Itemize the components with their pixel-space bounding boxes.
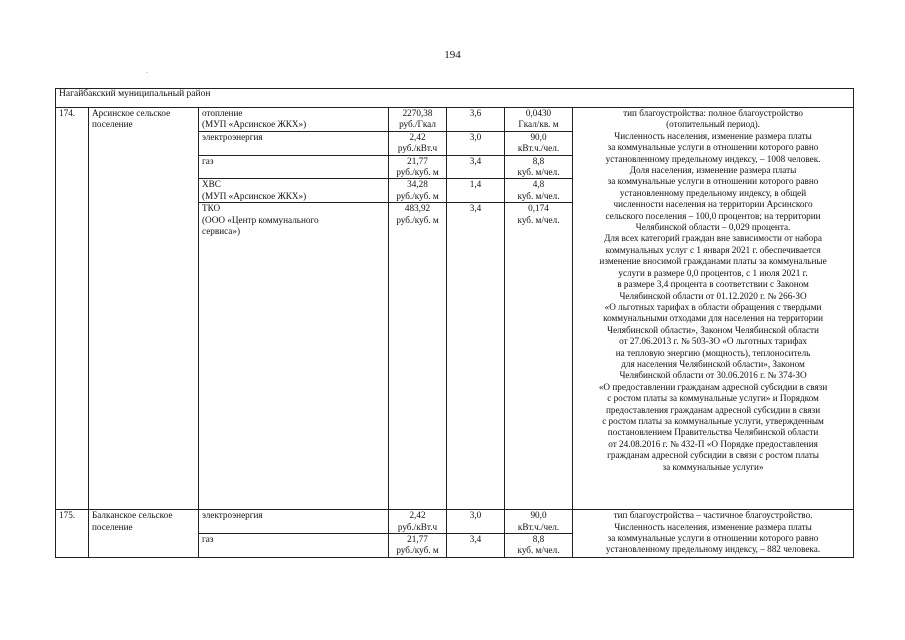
table-row bbox=[56, 108, 854, 132]
index-cell: 1,4 bbox=[447, 179, 505, 203]
index-cell: 3,4 bbox=[447, 534, 505, 558]
norm-cell: 8,8 куб. м/чел. bbox=[505, 155, 573, 179]
norm-cell: 90,0 кВт.ч./чел. bbox=[505, 131, 573, 155]
tariff-cell: 34,28 руб./куб. м bbox=[389, 179, 447, 203]
norm-cell: 8,8 куб. м/чел. bbox=[505, 534, 573, 558]
service-cell: электроэнергия bbox=[199, 510, 389, 534]
settlement-name: Балканское сельское поселение bbox=[89, 510, 199, 558]
service-cell: электроэнергия bbox=[199, 131, 389, 155]
service-cell: ХВС (МУП «Арсинское ЖКХ») bbox=[199, 179, 389, 203]
region-title: Нагайбакский муниципальный район bbox=[56, 89, 854, 108]
tariff-cell: 2,42 руб./кВт.ч bbox=[389, 510, 447, 534]
description-text: тип благоустройства: полное благоустройство (отопительный период). Численность населения, изменение размера платы за коммунальные услуги в отношении которого равно установленному предельному индексу, – 1008 человек. Доля населения, изменение размера платы за коммунальные услуги в отношении которого равно установленному предельному индексу, в общей численности населения на территории Арсинского сельского поселения – 100,0 процентов; на территории Челябинской области – 0,029 процента. Для всех категорий граждан вне зависимости от набора коммунальных услуг с 1 января 2021 г. обеспечивается изменение вносимой гражданами платы за коммунальные услуги в размере 0,0 процентов, с 1 июля 2021 г. в размере 3,4 процента в соответствии с Законом Челябинской области от 01.12.2020 г. № 266-ЗО «О льготных тарифах в области обращения с твердыми коммунальными отходами для населения на территории Челябинской области», Законом Челябинской области от 27.06.2013 г. № 503-ЗО «О льготных тарифах на тепловую энергию (мощность), теплоноситель для населения Челябинской области», Законом Челябинской области от 30.06.2016 г. № 374-ЗО «О предоставлении гражданам адресной субсидии в связи с ростом платы за коммунальные услуги» и Порядком предоставления гражданам адресной субсидии в связи с ростом платы за коммунальные услуги, утвержденным постановлением Правительства Челябинской области от 24.08.2016 г. № 432-П «О Порядке предоставления гражданам адресной субсидии в связи с ростом платы за коммунальные услуги» bbox=[598, 108, 828, 472]
tariff-cell: 483,92 руб./куб. м bbox=[389, 203, 447, 510]
decorative-dot: · bbox=[146, 69, 149, 77]
table-row bbox=[56, 510, 854, 534]
settlement-number: 175. bbox=[56, 510, 89, 558]
description-text: тип благоустройства – частичное благоустройство. Численность населения, изменение размера платы за коммунальные услуги в отношении которого равно установленному предельному индексу, – 882 человека. bbox=[605, 510, 821, 555]
settlement-description bbox=[573, 108, 854, 510]
index-cell: 3,4 bbox=[447, 203, 505, 510]
page-number: 194 bbox=[444, 49, 461, 61]
settlement-description bbox=[573, 510, 854, 558]
tariff-table bbox=[55, 88, 854, 558]
tariff-cell: 21,77 руб./куб. м bbox=[389, 155, 447, 179]
norm-cell: 4,8 куб. м/чел. bbox=[505, 179, 573, 203]
index-cell: 3,0 bbox=[447, 510, 505, 534]
norm-cell: 0,174 куб. м/чел. bbox=[505, 203, 573, 510]
service-cell: газ bbox=[199, 155, 389, 179]
tariff-cell: 2,42 руб./кВт.ч bbox=[389, 131, 447, 155]
index-cell: 3,6 bbox=[447, 108, 505, 132]
service-cell: ТКО (ООО «Центр коммунального сервиса») bbox=[199, 203, 389, 510]
service-cell: отопление (МУП «Арсинское ЖКХ») bbox=[199, 108, 389, 132]
index-cell: 3,0 bbox=[447, 131, 505, 155]
settlement-number: 174. bbox=[56, 108, 89, 510]
settlement-name: Арсинское сельское поселение bbox=[89, 108, 199, 510]
tariff-cell: 21,77 руб./куб. м bbox=[389, 534, 447, 558]
tariff-cell: 2270,38 руб./Гкал bbox=[389, 108, 447, 132]
service-cell: газ bbox=[199, 534, 389, 558]
norm-cell: 90,0 кВт.ч./чел. bbox=[505, 510, 573, 534]
index-cell: 3,4 bbox=[447, 155, 505, 179]
norm-cell: 0,0430 Гкал/кв. м bbox=[505, 108, 573, 132]
